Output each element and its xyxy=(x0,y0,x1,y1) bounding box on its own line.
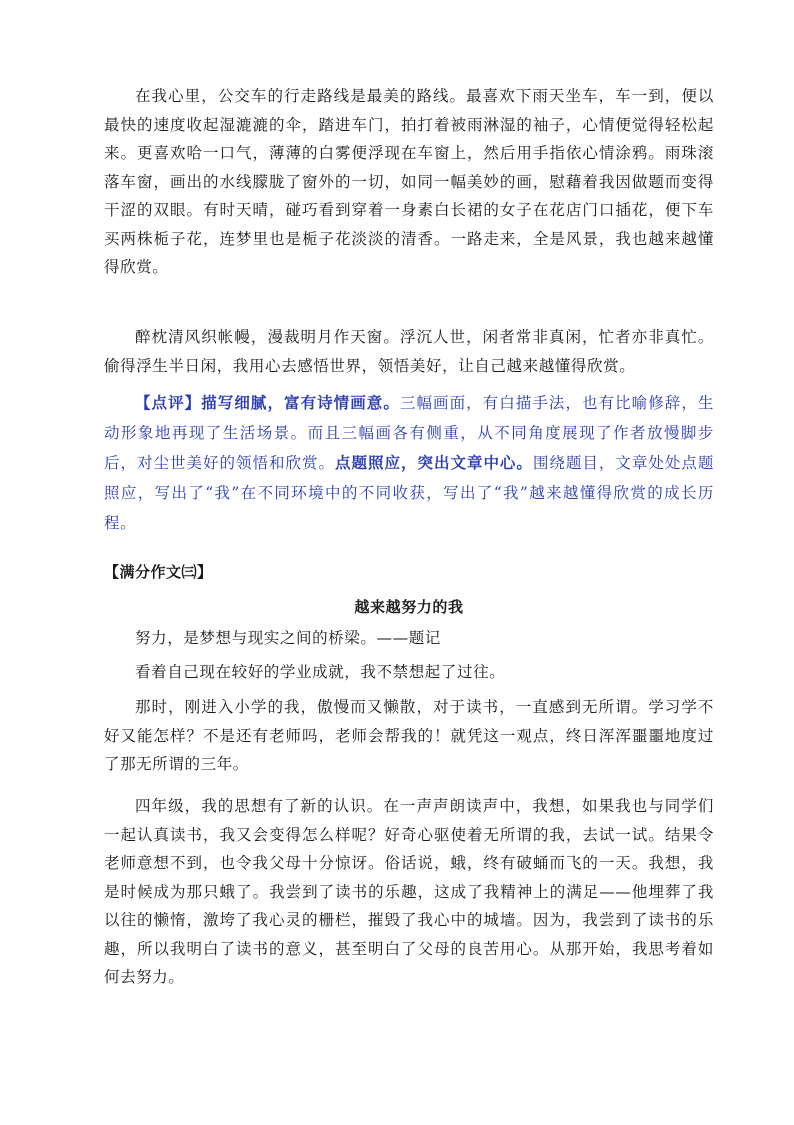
essay-epigraph: 努力，是梦想与现实之间的桥梁。——题记 xyxy=(135,629,441,647)
essay-title: 越来越努力的我 xyxy=(354,598,464,616)
comment-text-1: 三幅画面，有白描手法，也有比喻修辞，生动形象地再现了生活场景。而且三幅画各有侧重，从不同角度展现了作者放慢脚步后，对尘世美好的领悟和欣赏。 xyxy=(104,394,715,472)
essay-paragraph-2: 那时，刚进入小学的我，傲慢而又懒散，对于读书，一直感到无所谓。学习学不好又能怎样？不是还有老师吗，老师会帮我的！就凭这一观点，终日浑浑噩噩地度过了那无所谓的三年。 xyxy=(104,698,714,773)
section-label: 【满分作文㈢】 xyxy=(104,563,213,581)
paragraph-bus-route: 在我心里，公交车的行走路线是最美的路线。最喜欢下雨天坐车，车一到，便以最快的速度收起湿漉漉的伞，踏进车门，拍打着被雨淋湿的袖子，心情便觉得轻松起来。更喜欢哈一口气，薄薄的白雾便浮现在车窗上，然后用手指依心情涂鸦。雨珠滚落车窗，画出的水线朦胧了窗外的一切，如同一幅美妙的画，慰藉着我因做题而变得干涩的双眼。有时天晴，碰巧看到穿着一身素白长裙的女子在花店门口插花，便下车买两株栀子花，连梦里也是栀子花淡淡的清香。一路走来，全是风景，我也越来越懂得欣赏。 xyxy=(104,87,714,276)
comment-text-2: 围绕题目，文章处处点题照应，写出了“我”在不同环境中的不同收获，写出了“我”越来越懂得欣赏的成长历程。 xyxy=(104,454,715,532)
essay-paragraph-3: 四年级，我的思想有了新的认识。在一声声朗读声中，我想，如果我也与同学们一起认真读书，我又会变得怎么样呢？好奇心驱使着无所谓的我，去试一试。结果令老师意想不到，也令我父母十分惊讶。俗话说，蛾，终有破蛹而飞的一天。我想，我是时候成为那只蛾了。我尝到了读书的乐趣，这成了我精神上的满足——他埋葬了我以往的懒惰，激垮了我心灵的栅栏，摧毁了我心中的城墙。因为，我尝到了读书的乐趣，所以我明白了读书的意义，甚至明白了父母的良苦用心。从那开始，我思考着如何去努力。 xyxy=(104,797,714,986)
comment-tag: 【点评】 xyxy=(135,393,202,412)
essay-paragraph-1: 看着自己现在较好的学业成就，我不禁想起了过往。 xyxy=(135,663,506,681)
comment-highlight-2: 点题照应，突出文章中心。 xyxy=(334,453,533,472)
comment-block xyxy=(104,388,714,538)
comment-highlight-1: 描写细腻，富有诗情画意。 xyxy=(201,393,400,412)
paragraph-leisure: 醉枕清风织帐幔，漫裁明月作天窗。浮沉人世，闲者常非真闲，忙者亦非真忙。偷得浮生半日闲，我用心去感悟世界，领悟美好，让自己越来越懂得欣赏。 xyxy=(104,328,714,375)
